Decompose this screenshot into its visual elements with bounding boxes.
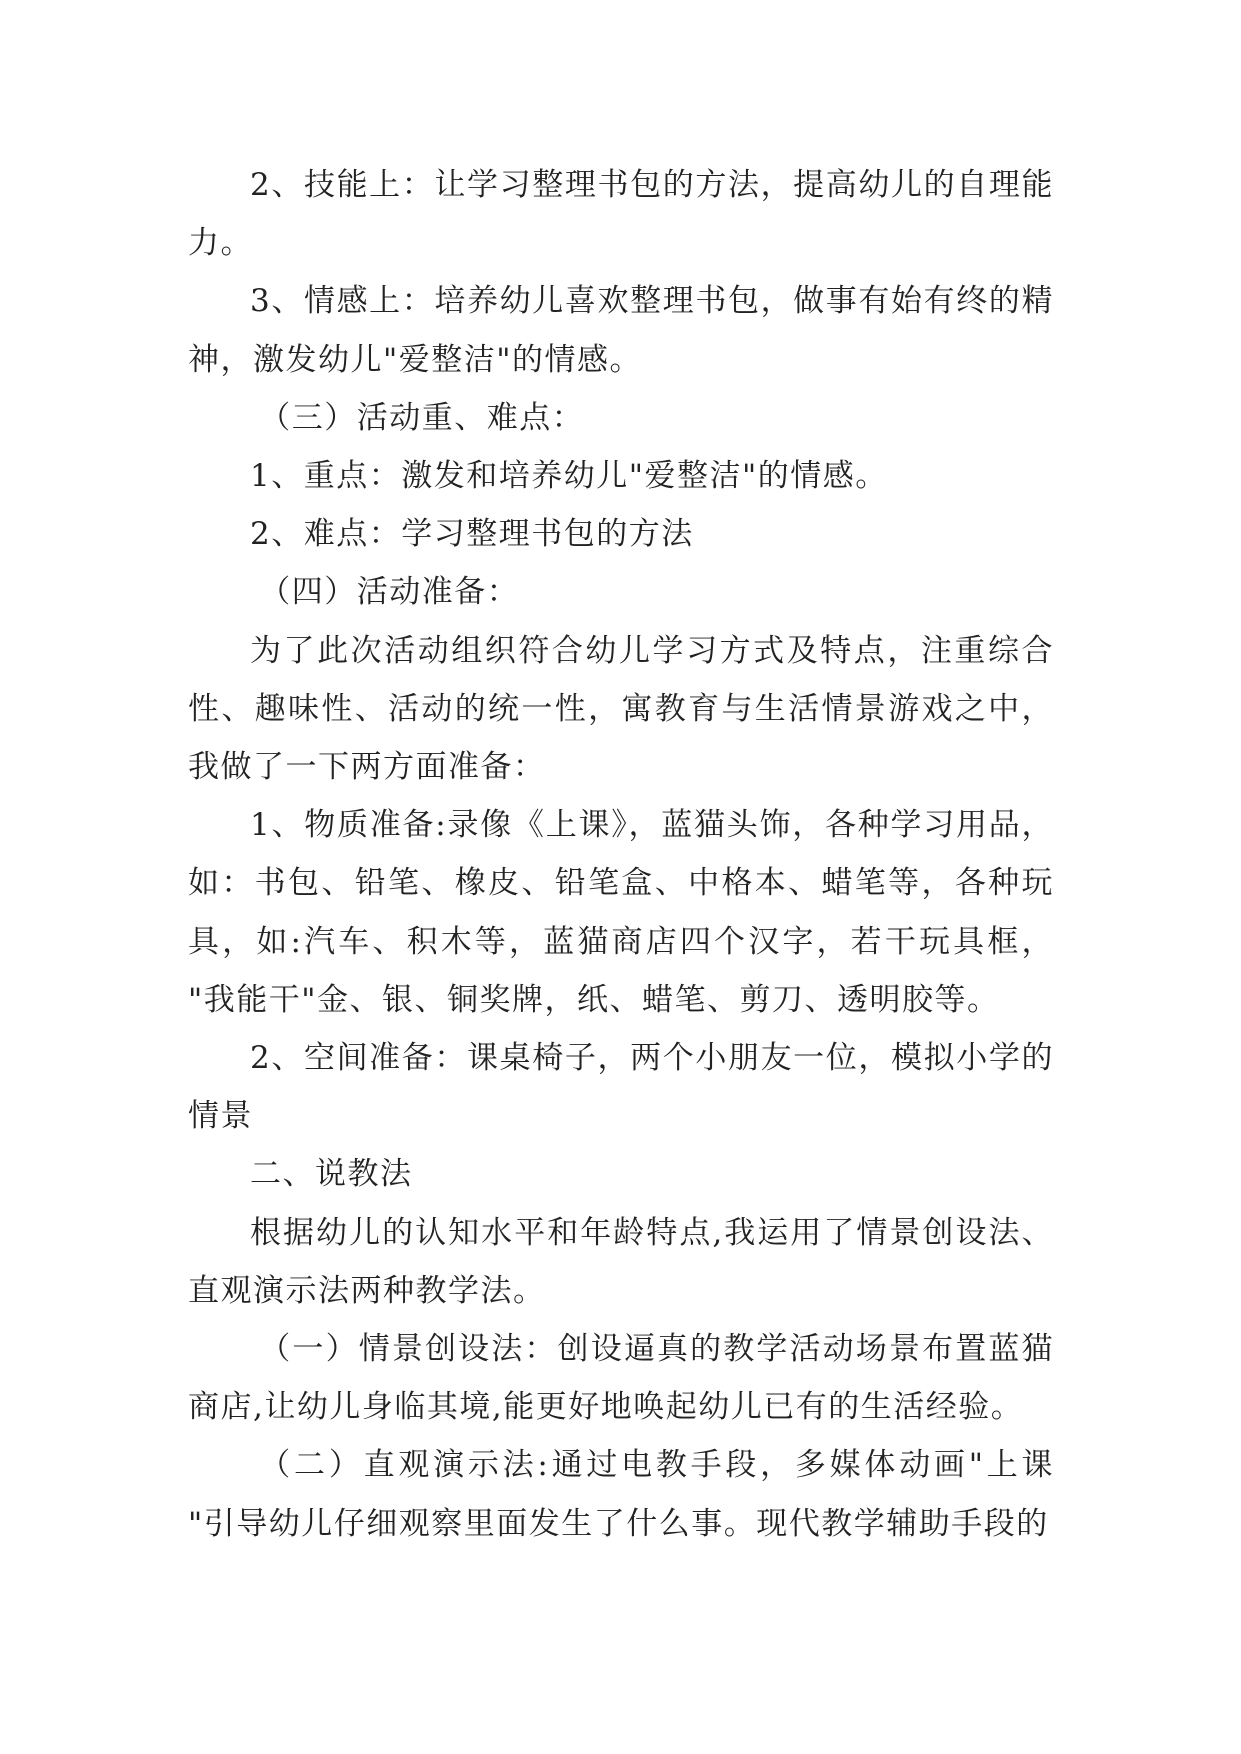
heading-activity-preparation: （四）活动准备： bbox=[259, 574, 520, 611]
heading-teaching-methods: 二、说教法 bbox=[250, 1156, 413, 1193]
paragraph-demonstration-method: （二）直观演示法:通过电教手段，多媒体动画"上课 "引导幼儿仔细观察里面发生了什么事。现代教学辅助手段的 bbox=[188, 1447, 1054, 1542]
heading-key-difficult-points: （三）活动重、难点： bbox=[259, 399, 585, 436]
paragraph-difficult-point: 2、难点：学习整理书包的方法 bbox=[250, 516, 694, 553]
paragraph-preparation-intro: 为了此次活动组织符合幼儿学习方式及特点，注重综合性、趣味性、活动的统一性，寓教育与生活情景游戏之中，我做了一下两方面准备： bbox=[188, 632, 1054, 786]
paragraph-space-preparation: 2、空间准备：课桌椅子，两个小朋友一位，模拟小学的情景 bbox=[188, 1040, 1054, 1135]
paragraph-emotion-goal: 3、情感上：培养幼儿喜欢整理书包，做事有始有终的精神，激发幼儿"爱整洁"的情感。 bbox=[188, 283, 1054, 378]
paragraph-key-point: 1、重点：激发和培养幼儿"爱整洁"的情感。 bbox=[250, 458, 888, 495]
body-text bbox=[188, 156, 1054, 1553]
paragraph-scenario-method: （一）情景创设法：创设逼真的教学活动场景布置蓝猫商店,让幼儿身临其境,能更好地唤起幼儿已有的生活经验。 bbox=[188, 1331, 1054, 1426]
paragraph-material-preparation: 1、物质准备:录像《上课》，蓝猫头饰，各种学习用品，如：书包、铅笔、橡皮、铅笔盒、中格本、蜡笔等，各种玩具，如:汽车、积木等，蓝猫商店四个汉字，若干玩具框， "我能干"金、银、铜奖牌，纸、蜡笔、剪刀、透明胶等。 bbox=[188, 807, 1054, 1018]
paragraph-methods-intro: 根据幼儿的认知水平和年龄特点,我运用了情景创设法、直观演示法两种教学法。 bbox=[188, 1214, 1054, 1309]
paragraph-skill-goal: 2、技能上：让学习整理书包的方法，提高幼儿的自理能力。 bbox=[188, 167, 1054, 262]
